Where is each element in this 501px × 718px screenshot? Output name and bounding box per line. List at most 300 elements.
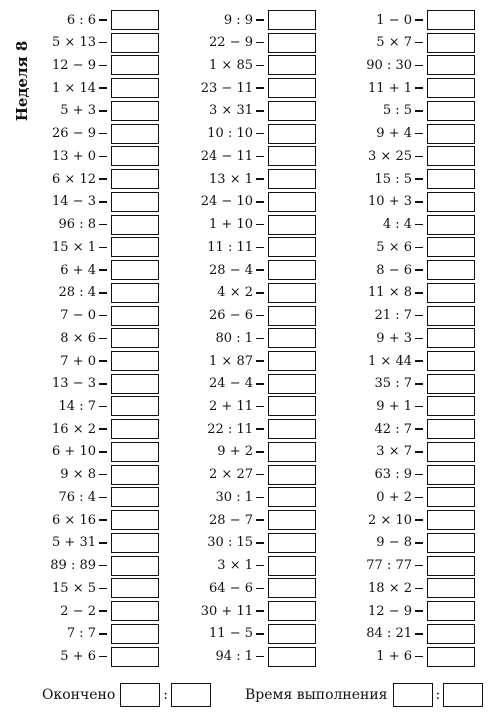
dash	[415, 156, 423, 158]
exercise-row	[172, 374, 316, 394]
exercise-expression: 13 × 1	[209, 171, 253, 187]
exercise-expression: 11 + 1	[368, 80, 412, 96]
dash	[256, 406, 264, 408]
exercise-row	[15, 33, 159, 53]
answer-box[interactable]	[268, 578, 316, 598]
exercise-expression: 7 : 7	[66, 626, 96, 642]
exercise-expression: 2 − 2	[60, 603, 96, 619]
answer-box[interactable]	[111, 55, 159, 75]
dash	[415, 224, 423, 226]
exercise-expression: 11 × 8	[368, 285, 412, 301]
exercise-expression: 89 : 89	[50, 558, 96, 574]
time-minutes-box[interactable]	[393, 683, 433, 707]
column-3	[331, 10, 475, 669]
dash	[256, 19, 264, 21]
dash	[256, 633, 264, 635]
exercise-row	[15, 510, 159, 530]
answer-box[interactable]	[111, 396, 159, 416]
dash	[99, 633, 107, 635]
dash	[256, 87, 264, 89]
exercise-row	[331, 328, 475, 348]
answer-box[interactable]	[111, 533, 159, 553]
answer-box[interactable]	[268, 442, 316, 462]
exercise-expression: 12 − 9	[52, 57, 96, 73]
exercise-expression: 13 + 0	[52, 148, 96, 164]
exercise-expression: 77 : 77	[366, 558, 412, 574]
dash	[256, 65, 264, 67]
answer-box[interactable]	[427, 647, 475, 667]
dash	[256, 247, 264, 249]
answer-box[interactable]	[111, 260, 159, 280]
exercise-row	[15, 146, 159, 166]
finished-minutes-box[interactable]	[120, 683, 160, 707]
dash	[256, 269, 264, 271]
exercise-expression: 42 : 7	[374, 421, 412, 437]
exercise-row	[15, 465, 159, 485]
answer-box[interactable]	[268, 647, 316, 667]
exercise-row	[172, 192, 316, 212]
exercise-row	[331, 33, 475, 53]
answer-box[interactable]	[268, 351, 316, 371]
answer-box[interactable]	[111, 442, 159, 462]
exercise-expression: 30 + 11	[200, 603, 253, 619]
exercise-expression: 5 × 6	[376, 239, 412, 255]
exercise-expression: 8 × 6	[60, 330, 96, 346]
exercise-row	[15, 487, 159, 507]
dash	[99, 178, 107, 180]
dash	[256, 565, 264, 567]
answer-box[interactable]	[427, 215, 475, 235]
answer-box[interactable]	[427, 601, 475, 621]
answer-box[interactable]	[268, 146, 316, 166]
dash	[415, 610, 423, 612]
exercise-row	[15, 192, 159, 212]
dash	[415, 42, 423, 44]
answer-box[interactable]	[268, 283, 316, 303]
exercise-row	[331, 237, 475, 257]
exercise-expression: 30 : 1	[215, 489, 253, 505]
exercise-row	[331, 78, 475, 98]
exercise-expression: 13 − 3	[52, 376, 96, 392]
exercise-expression: 6 × 12	[52, 171, 96, 187]
exercise-expression: 6 + 4	[60, 262, 96, 278]
exercise-expression: 30 : 15	[207, 535, 253, 551]
dash	[415, 201, 423, 203]
exercise-expression: 80 : 1	[215, 330, 253, 346]
dash	[415, 542, 423, 544]
exercise-expression: 11 − 5	[209, 626, 253, 642]
dash	[99, 428, 107, 430]
exercise-row	[172, 260, 316, 280]
exercise-expression: 1 + 10	[209, 217, 253, 233]
dash	[99, 315, 107, 317]
answer-box[interactable]	[111, 487, 159, 507]
dash	[99, 156, 107, 158]
dash	[415, 133, 423, 135]
dash	[256, 656, 264, 658]
answer-box[interactable]	[427, 624, 475, 644]
exercise-expression: 15 × 1	[52, 239, 96, 255]
dash	[256, 338, 264, 340]
answer-box[interactable]	[111, 215, 159, 235]
exercise-row	[15, 556, 159, 576]
finished-seconds-box[interactable]	[171, 683, 211, 707]
answer-box[interactable]	[427, 510, 475, 530]
exercise-expression: 0 + 2	[376, 489, 412, 505]
answer-box[interactable]	[111, 578, 159, 598]
exercise-expression: 3 × 7	[376, 444, 412, 460]
exercise-row	[15, 442, 159, 462]
answer-box[interactable]	[427, 487, 475, 507]
answer-box[interactable]	[111, 328, 159, 348]
exercise-row	[172, 510, 316, 530]
answer-box[interactable]	[111, 351, 159, 371]
answer-box[interactable]	[427, 260, 475, 280]
answer-box[interactable]	[427, 101, 475, 121]
answer-box[interactable]	[268, 601, 316, 621]
exercise-row	[172, 33, 316, 53]
dash	[256, 542, 264, 544]
exercise-expression: 9 + 4	[376, 126, 412, 142]
answer-box[interactable]	[427, 10, 475, 30]
exercise-row	[172, 328, 316, 348]
exercise-expression: 28 − 4	[209, 262, 253, 278]
answer-box[interactable]	[268, 533, 316, 553]
exercise-row	[172, 351, 316, 371]
exercise-expression: 1 × 44	[368, 353, 412, 369]
column-1	[15, 10, 159, 669]
dash	[99, 65, 107, 67]
exercise-row	[172, 283, 316, 303]
dash	[415, 497, 423, 499]
dash	[99, 292, 107, 294]
answer-box[interactable]	[268, 192, 316, 212]
dash	[415, 19, 423, 21]
exercise-expression: 18 × 2	[368, 580, 412, 596]
answer-box[interactable]	[111, 624, 159, 644]
dash	[415, 588, 423, 590]
exercise-expression: 3 × 25	[368, 148, 412, 164]
exercise-expression: 9 + 1	[376, 398, 412, 414]
dash	[415, 360, 423, 362]
exercise-row	[172, 533, 316, 553]
dash	[415, 269, 423, 271]
dash	[99, 19, 107, 21]
answer-box[interactable]	[111, 374, 159, 394]
answer-box[interactable]	[268, 510, 316, 530]
exercise-row	[15, 419, 159, 439]
dash	[256, 474, 264, 476]
exercise-expression: 76 : 4	[58, 489, 96, 505]
exercise-row	[331, 624, 475, 644]
answer-box[interactable]	[427, 578, 475, 598]
exercise-row	[15, 306, 159, 326]
answer-box[interactable]	[268, 260, 316, 280]
answer-box[interactable]	[111, 101, 159, 121]
exercise-row	[331, 487, 475, 507]
dash	[415, 406, 423, 408]
exercise-expression: 84 : 21	[366, 626, 412, 642]
dash	[415, 519, 423, 521]
time-colon: :	[435, 687, 441, 703]
week-title: Неделя 8	[13, 40, 31, 122]
exercise-row	[15, 260, 159, 280]
exercise-row	[15, 10, 159, 30]
exercise-expression: 9 : 9	[223, 12, 253, 28]
dash	[415, 338, 423, 340]
exercise-row	[331, 124, 475, 144]
dash	[415, 292, 423, 294]
answer-box[interactable]	[427, 306, 475, 326]
answer-box[interactable]	[268, 556, 316, 576]
answer-box[interactable]	[268, 374, 316, 394]
exercise-row	[172, 78, 316, 98]
answer-box[interactable]	[268, 33, 316, 53]
dash	[99, 451, 107, 453]
answer-box[interactable]	[427, 533, 475, 553]
answer-box[interactable]	[427, 192, 475, 212]
dash	[256, 42, 264, 44]
dash	[415, 87, 423, 89]
exercise-row	[172, 169, 316, 189]
answer-box[interactable]	[268, 55, 316, 75]
dash	[256, 178, 264, 180]
exercise-expression: 1 × 85	[209, 57, 253, 73]
exercise-expression: 23 − 11	[200, 80, 253, 96]
exercise-row	[15, 396, 159, 416]
answer-box[interactable]	[268, 465, 316, 485]
answer-box[interactable]	[268, 124, 316, 144]
answer-box[interactable]	[427, 78, 475, 98]
answer-box[interactable]	[268, 396, 316, 416]
exercise-row	[331, 465, 475, 485]
exercise-expression: 64 − 6	[209, 580, 253, 596]
exercise-row	[15, 101, 159, 121]
answer-box[interactable]	[111, 10, 159, 30]
exercise-expression: 2 × 10	[368, 512, 412, 528]
exercise-expression: 24 − 11	[200, 148, 253, 164]
dash	[99, 201, 107, 203]
answer-box[interactable]	[427, 351, 475, 371]
exercise-expression: 3 × 1	[217, 558, 253, 574]
exercise-expression: 3 × 31	[209, 103, 253, 119]
finished-colon: :	[163, 687, 169, 703]
exercise-expression: 90 : 30	[366, 57, 412, 73]
dash	[99, 474, 107, 476]
answer-box[interactable]	[427, 55, 475, 75]
answer-box[interactable]	[111, 192, 159, 212]
answer-box[interactable]	[268, 237, 316, 257]
answer-box[interactable]	[427, 465, 475, 485]
dash	[99, 133, 107, 135]
dash	[415, 474, 423, 476]
answer-box[interactable]	[268, 419, 316, 439]
exercise-row	[15, 78, 159, 98]
exercise-expression: 35 : 7	[374, 376, 412, 392]
exercise-row	[172, 396, 316, 416]
answer-box[interactable]	[427, 146, 475, 166]
dash	[256, 133, 264, 135]
exercise-row	[15, 328, 159, 348]
dash	[256, 428, 264, 430]
footer	[42, 683, 483, 707]
dash	[256, 451, 264, 453]
exercise-expression: 28 − 7	[209, 512, 253, 528]
answer-box[interactable]	[111, 124, 159, 144]
dash	[415, 315, 423, 317]
exercise-expression: 1 × 14	[52, 80, 96, 96]
answer-box[interactable]	[427, 442, 475, 462]
dash	[99, 565, 107, 567]
exercise-expression: 14 : 7	[58, 398, 96, 414]
answer-box[interactable]	[268, 10, 316, 30]
exercise-row	[15, 215, 159, 235]
exercise-row	[15, 647, 159, 667]
exercise-row	[331, 374, 475, 394]
answer-box[interactable]	[427, 374, 475, 394]
answer-box[interactable]	[111, 556, 159, 576]
exercise-row	[331, 55, 475, 75]
exercise-row	[172, 55, 316, 75]
exercise-row	[172, 306, 316, 326]
answer-box[interactable]	[111, 419, 159, 439]
exercise-row	[15, 601, 159, 621]
dash	[99, 383, 107, 385]
exercise-expression: 7 + 0	[60, 353, 96, 369]
dash	[256, 588, 264, 590]
exercise-expression: 5 + 31	[52, 535, 96, 551]
answer-box[interactable]	[427, 556, 475, 576]
dash	[99, 338, 107, 340]
exercise-expression: 9 − 8	[376, 535, 412, 551]
answer-box[interactable]	[268, 215, 316, 235]
exercise-row	[172, 419, 316, 439]
answer-box[interactable]	[268, 78, 316, 98]
exercise-expression: 1 − 0	[376, 12, 412, 28]
exercise-row	[15, 624, 159, 644]
exercise-row	[172, 624, 316, 644]
answer-box[interactable]	[111, 283, 159, 303]
exercise-row	[172, 10, 316, 30]
exercise-row	[15, 351, 159, 371]
exercise-expression: 15 : 5	[374, 171, 412, 187]
dash	[256, 315, 264, 317]
answer-box[interactable]	[111, 601, 159, 621]
exercise-row	[331, 10, 475, 30]
exercise-row	[15, 124, 159, 144]
answer-box[interactable]	[427, 237, 475, 257]
dash	[99, 610, 107, 612]
dash	[415, 656, 423, 658]
exercise-expression: 6 : 6	[66, 12, 96, 28]
dash	[415, 110, 423, 112]
exercise-expression: 12 − 9	[368, 603, 412, 619]
dash	[415, 65, 423, 67]
dash	[415, 451, 423, 453]
answer-box[interactable]	[111, 306, 159, 326]
dash	[256, 224, 264, 226]
exercise-row	[331, 351, 475, 371]
dash	[99, 87, 107, 89]
exercise-row	[172, 442, 316, 462]
exercise-expression: 24 − 4	[209, 376, 253, 392]
dash	[99, 269, 107, 271]
dash	[99, 497, 107, 499]
exercise-expression: 5 + 3	[60, 103, 96, 119]
finished-label: Окончено	[42, 687, 116, 703]
answer-box[interactable]	[111, 146, 159, 166]
answer-box[interactable]	[268, 169, 316, 189]
exercise-expression: 5 + 6	[60, 649, 96, 665]
answer-box[interactable]	[111, 33, 159, 53]
exercise-row	[172, 556, 316, 576]
answer-box[interactable]	[268, 101, 316, 121]
dash	[99, 406, 107, 408]
exercise-expression: 96 : 8	[58, 217, 96, 233]
exercise-row	[15, 578, 159, 598]
exercise-row	[331, 260, 475, 280]
exercise-row	[172, 237, 316, 257]
exercise-expression: 15 × 5	[52, 580, 96, 596]
exercise-expression: 22 − 9	[209, 35, 253, 51]
exercise-expression: 4 : 4	[382, 217, 412, 233]
exercise-row	[172, 124, 316, 144]
exercise-row	[331, 396, 475, 416]
column-2	[172, 10, 316, 669]
answer-box[interactable]	[427, 124, 475, 144]
exercise-row	[15, 283, 159, 303]
answer-box[interactable]	[427, 328, 475, 348]
exercise-expression: 4 × 2	[217, 285, 253, 301]
answer-box[interactable]	[111, 465, 159, 485]
answer-box[interactable]	[427, 283, 475, 303]
exercise-expression: 21 : 7	[374, 308, 412, 324]
answer-box[interactable]	[111, 647, 159, 667]
answer-box[interactable]	[268, 487, 316, 507]
exercise-row	[15, 237, 159, 257]
exercise-expression: 26 − 9	[52, 126, 96, 142]
dash	[99, 42, 107, 44]
exercise-expression: 9 × 8	[60, 467, 96, 483]
answer-box[interactable]	[427, 169, 475, 189]
exercise-expression: 14 − 3	[52, 194, 96, 210]
dash	[415, 247, 423, 249]
exercise-row	[331, 533, 475, 553]
time-seconds-box[interactable]	[443, 683, 483, 707]
answer-box[interactable]	[427, 396, 475, 416]
dash	[415, 428, 423, 430]
exercise-row	[331, 146, 475, 166]
exercise-row	[172, 487, 316, 507]
dash	[415, 383, 423, 385]
dash	[99, 360, 107, 362]
answer-box[interactable]	[111, 510, 159, 530]
answer-box[interactable]	[111, 237, 159, 257]
dash	[99, 588, 107, 590]
answer-box[interactable]	[111, 169, 159, 189]
exercise-expression: 63 : 9	[374, 467, 412, 483]
answer-box[interactable]	[268, 306, 316, 326]
exercise-row	[172, 215, 316, 235]
answer-box[interactable]	[268, 624, 316, 644]
answer-box[interactable]	[427, 33, 475, 53]
exercise-expression: 9 + 2	[217, 444, 253, 460]
answer-box[interactable]	[268, 328, 316, 348]
exercise-row	[331, 283, 475, 303]
answer-box[interactable]	[111, 78, 159, 98]
answer-box[interactable]	[427, 419, 475, 439]
dash	[415, 633, 423, 635]
